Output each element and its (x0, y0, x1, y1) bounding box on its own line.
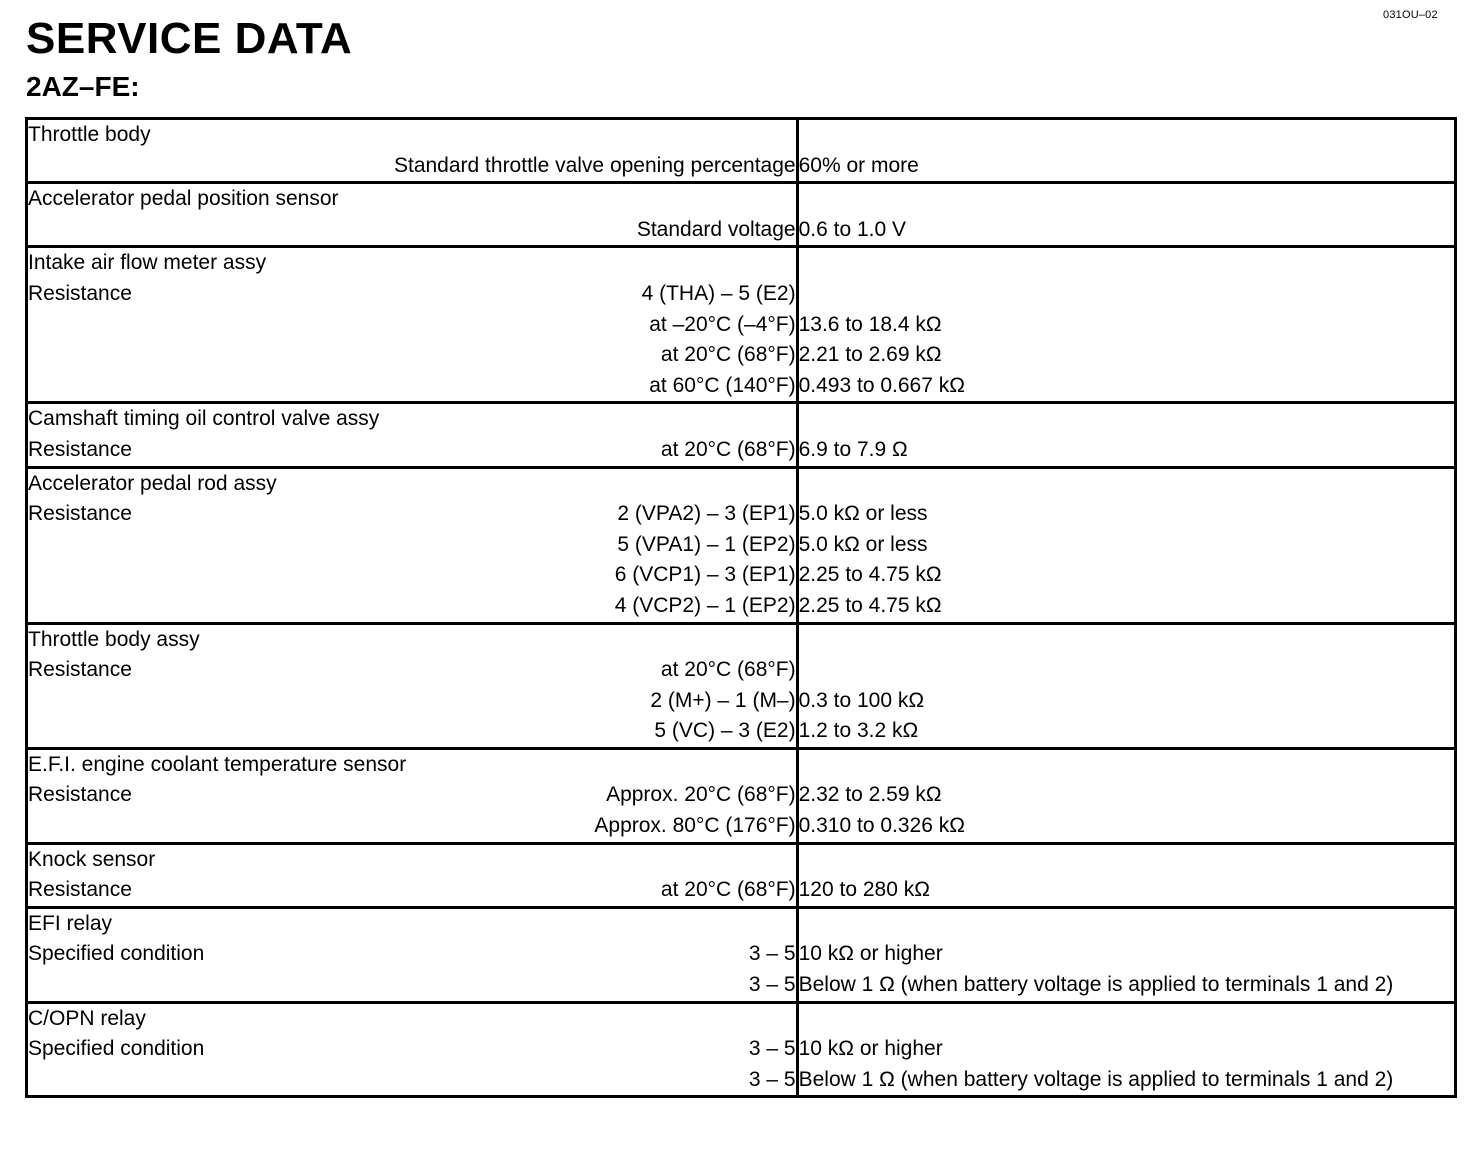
spec-condition: at 60°C (140°F) (649, 373, 796, 397)
spec-value: 2.25 to 4.75 kΩ (798, 593, 942, 617)
spec-condition-line (28, 340, 796, 371)
spec-item-name-line (28, 750, 796, 781)
spec-condition-line (28, 686, 796, 717)
spec-value: 13.6 to 18.4 kΩ (798, 312, 942, 336)
spec-condition-line (28, 655, 796, 686)
spec-value: 2.32 to 2.59 kΩ (798, 783, 942, 807)
spec-value: 5.0 kΩ or less (798, 502, 928, 526)
spec-parameter-label: Resistance (28, 878, 132, 902)
spec-section-row (27, 183, 1456, 247)
spec-item-cell (27, 843, 798, 907)
spec-item-cell (27, 907, 798, 1002)
spec-parameter-label: Resistance (28, 502, 132, 526)
spec-parameter-label: Resistance (28, 783, 132, 807)
spec-condition-line (28, 435, 796, 466)
spec-condition-line (28, 560, 796, 591)
spec-item-name: Throttle body (28, 123, 151, 146)
spec-item-name-line (28, 120, 796, 151)
spec-value-spacer (799, 469, 1454, 500)
spec-condition: 3 – 5 (748, 973, 796, 997)
spec-condition: Standard voltage (636, 217, 796, 241)
spec-condition: at 20°C (68°F) (660, 658, 796, 682)
spec-value: 0.493 to 0.667 kΩ (798, 373, 965, 397)
document-code: 031OU–02 (1383, 9, 1438, 21)
spec-parameter-label: Resistance (28, 658, 132, 682)
spec-value: 2.21 to 2.69 kΩ (798, 343, 942, 367)
spec-item-name: Knock sensor (28, 847, 156, 871)
spec-condition: Standard throttle valve opening percentage (393, 153, 796, 177)
spec-item-cell (27, 183, 798, 247)
spec-condition: Approx. 80°C (176°F) (594, 814, 796, 838)
spec-condition-line (28, 279, 796, 310)
spec-item-name: EFI relay (28, 911, 113, 935)
spec-condition-line (28, 371, 796, 402)
spec-value-spacer (799, 184, 1454, 215)
spec-item-name: Intake air flow meter assy (28, 251, 267, 275)
spec-value: 1.2 to 3.2 kΩ (798, 719, 919, 743)
spec-value-spacer (799, 625, 1454, 656)
spec-parameter-label: Resistance (28, 437, 132, 461)
spec-condition-line (28, 215, 796, 246)
spec-section-row (27, 403, 1456, 467)
spec-value: Below 1 Ω (when battery voltage is applied to terminals 1 and 2) (798, 973, 1394, 997)
spec-condition: at 20°C (68°F) (660, 437, 796, 461)
spec-condition-line (28, 151, 796, 182)
spec-item-cell (27, 247, 798, 403)
spec-value (799, 279, 1454, 310)
spec-section-row (27, 467, 1456, 623)
spec-condition: 3 – 5 (748, 1067, 796, 1091)
spec-value-cell (797, 748, 1455, 843)
spec-value-spacer (799, 845, 1454, 876)
spec-value-cell (797, 843, 1455, 907)
spec-condition-line (28, 1065, 796, 1096)
spec-item-name: Throttle body assy (28, 627, 200, 651)
spec-item-name-line (28, 469, 796, 500)
spec-item-name: Accelerator pedal rod assy (28, 471, 277, 495)
spec-item-name: C/OPN relay (28, 1006, 146, 1030)
spec-condition: 4 (THA) – 5 (E2) (641, 281, 796, 305)
spec-value-spacer (799, 1004, 1454, 1035)
spec-condition: 3 – 5 (748, 942, 796, 966)
spec-value-spacer (799, 909, 1454, 940)
spec-value-cell (797, 247, 1455, 403)
spec-condition-line (28, 499, 796, 530)
spec-value-spacer (799, 750, 1454, 781)
spec-condition-line (28, 939, 796, 970)
spec-condition-line (28, 310, 796, 341)
spec-item-name: E.F.I. engine coolant temperature sensor (28, 752, 407, 776)
spec-section-row (27, 843, 1456, 907)
spec-value-cell (797, 1002, 1455, 1097)
spec-condition-line (28, 591, 796, 622)
spec-condition-line (28, 875, 796, 906)
spec-parameter-label: Specified condition (28, 1037, 205, 1061)
spec-condition: at –20°C (–4°F) (649, 312, 796, 336)
service-data-table (25, 117, 1457, 1098)
spec-condition: 3 – 5 (748, 1037, 796, 1061)
spec-section-row (27, 119, 1456, 183)
spec-item-cell (27, 403, 798, 467)
spec-item-cell (27, 748, 798, 843)
spec-value: Below 1 Ω (when battery voltage is applied to terminals 1 and 2) (798, 1067, 1394, 1091)
spec-condition-line (28, 970, 796, 1001)
spec-condition: 6 (VCP1) – 3 (EP1) (614, 563, 796, 587)
spec-item-name-line (28, 625, 796, 656)
spec-condition-line (28, 1034, 796, 1065)
page-title: SERVICE DATA (26, 14, 353, 63)
spec-item-name-line (28, 909, 796, 940)
spec-section-row (27, 907, 1456, 1002)
spec-item-name: Accelerator pedal position sensor (28, 187, 339, 211)
spec-value-spacer (799, 404, 1454, 435)
spec-item-name-line (28, 404, 796, 435)
spec-value: 0.3 to 100 kΩ (798, 688, 925, 712)
spec-value-cell (797, 907, 1455, 1002)
spec-item-name-line (28, 248, 796, 279)
spec-value-cell (797, 623, 1455, 748)
spec-value: 10 kΩ or higher (798, 1037, 943, 1061)
spec-item-cell (27, 467, 798, 623)
spec-condition-line (28, 780, 796, 811)
spec-value-cell (797, 183, 1455, 247)
spec-section-row (27, 1002, 1456, 1097)
spec-condition: 2 (M+) – 1 (M–) (650, 688, 796, 712)
spec-section-row (27, 748, 1456, 843)
spec-condition: 2 (VPA2) – 3 (EP1) (617, 502, 796, 526)
spec-item-name-line (28, 845, 796, 876)
spec-condition: at 20°C (68°F) (660, 343, 796, 367)
spec-value: 0.310 to 0.326 kΩ (798, 814, 965, 838)
spec-item-cell (27, 623, 798, 748)
spec-value: 5.0 kΩ or less (798, 532, 928, 556)
spec-value: 120 to 280 kΩ (798, 878, 930, 902)
spec-value: 60% or more (798, 153, 919, 177)
spec-value-cell (797, 119, 1455, 183)
spec-condition-line (28, 811, 796, 842)
spec-item-cell (27, 1002, 798, 1097)
service-data-table-body (27, 119, 1456, 1097)
spec-item-name-line (28, 1004, 796, 1035)
spec-value: 10 kΩ or higher (798, 942, 943, 966)
spec-value: 2.25 to 4.75 kΩ (798, 563, 942, 587)
engine-title: 2AZ–FE: (26, 71, 140, 102)
spec-value: 0.6 to 1.0 V (798, 217, 907, 241)
spec-condition: Approx. 20°C (68°F) (606, 783, 796, 807)
spec-condition: 4 (VCP2) – 1 (EP2) (614, 593, 796, 617)
spec-parameter-label: Specified condition (28, 942, 205, 966)
spec-value (799, 655, 1454, 686)
spec-parameter-label: Resistance (28, 281, 132, 305)
spec-condition: 5 (VC) – 3 (E2) (654, 719, 796, 743)
spec-section-row (27, 623, 1456, 748)
spec-condition: at 20°C (68°F) (660, 878, 796, 902)
spec-item-name-line (28, 184, 796, 215)
spec-value-spacer (799, 120, 1454, 151)
spec-value-spacer (799, 248, 1454, 279)
spec-value: 6.9 to 7.9 Ω (798, 437, 908, 461)
spec-section-row (27, 247, 1456, 403)
spec-condition: 5 (VPA1) – 1 (EP2) (617, 532, 796, 556)
spec-value-cell (797, 467, 1455, 623)
spec-value-cell (797, 403, 1455, 467)
spec-item-cell (27, 119, 798, 183)
spec-condition-line (28, 716, 796, 747)
spec-condition-line (28, 530, 796, 561)
spec-item-name: Camshaft timing oil control valve assy (28, 407, 380, 431)
